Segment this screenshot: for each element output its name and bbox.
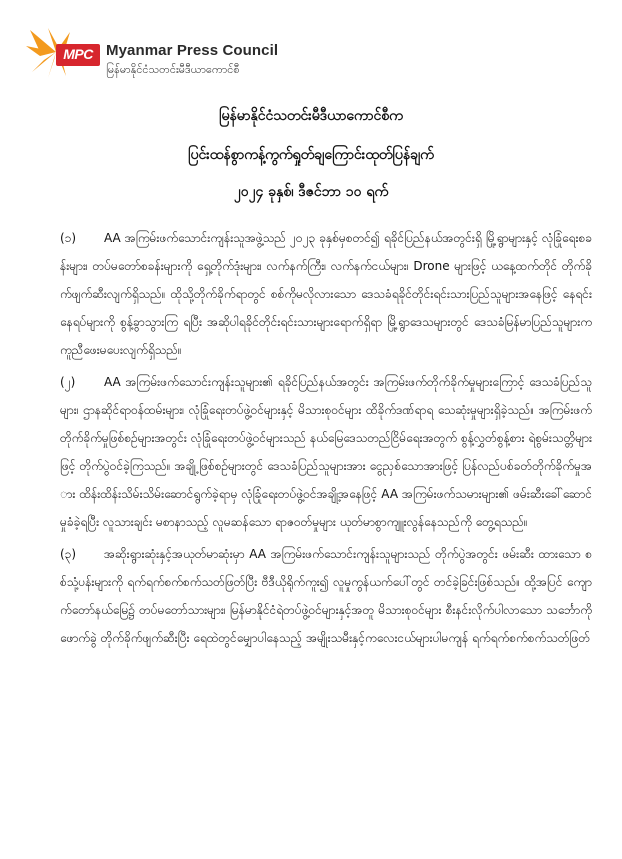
paragraph-3 (60, 540, 592, 652)
logo-subtitle: မြန်မာနိုင်ငံသတင်းမီဒီယာကောင်စီ (106, 63, 240, 76)
heading-date: ၂၀၂၄ ခုနှစ်၊ ဒီဇင်ဘာ ၁၀ ရက် (233, 184, 389, 200)
heading-organization: မြန်မာနိုင်ငံသတင်းမီဒီယာကောင်စီက (219, 108, 403, 124)
paragraph-2 (60, 368, 592, 536)
paragraph-text: AA အကြမ်းဖက်သောင်းကျန်းသူများ၏ ရခိုင်ပြည်နယ်အတွင်း အကြမ်းဖက်တိုက်ခိုက်မှုများကြောင့် ဒေသခံပြည်သူများ၊ ဌာနဆိုင်ရာဝန်ထမ်းများ၊ လုံခြုံရေးတပ်ဖွဲ့ဝင်များနှင့် မိသားစုဝင်များ ထိခိုက်ဒဏ်ရာရ သေဆုံးမှုများရှိခဲ့သည်။ အကြမ်းဖက်တိုက်ခိုက်မှုဖြစ်စဉ်များအတွင်း လုံခြုံရေးတပ်ဖွဲ့ဝင်များသည် နယ်မြေဒေသတည်ငြိမ်ရေးအတွက် စွန့်လွှတ်စွန့်စား ရဲစွမ်းသတ္တိများဖြင့် တိုက်ပွဲဝင်ခဲ့ကြသည်။ အချို့ဖြစ်စဉ်များတွင် ဒေသခံပြည်သူများအား ငွေညှစ်သောအားဖြင့် ပြန်လည်ပစ်ခတ်တိုက်ခိုက်မှုအား ထိန်းထိန်းသိမ်းသိမ်းဆောင်ရွက်ခဲ့ရာမှ လုံခြုံရေးတပ်ဖွဲ့ဝင်အချို့အနေဖြင့် AA အကြမ်းဖက်သမားများ၏ ဖမ်းဆီးခေါ်ဆောင်မှုခံခဲ့ရပြီး လူသားချင်း မစာနာသည့် လူမဆန်သော ရာဇဝတ်မှုများ ယုတ်မာစွာကျူးလွန်နေသည်ကို တွေ့ရသည်။ (60, 375, 592, 529)
paragraph-1 (60, 224, 592, 364)
myanmar-press-council-logo (26, 28, 326, 88)
statement-body (60, 224, 592, 656)
paragraph-number: (၃) (60, 547, 77, 561)
heading-subject: ပြင်းထန်စွာကန့်ကွက်ရှုတ်ချကြောင်းထုတ်ပြန်ချက် (188, 147, 434, 163)
paragraph-number: (၁) (60, 231, 77, 245)
logo-title: Myanmar Press Council (106, 42, 279, 59)
mpc-badge-text: MPC (63, 46, 93, 62)
paragraph-number: (၂) (60, 375, 76, 389)
paragraph-text: AA အကြမ်းဖက်သောင်းကျန်းသူအဖွဲ့သည် ၂၀၂၃ ခုနှစ်မှစတင်၍ ရခိုင်ပြည်နယ်အတွင်းရှိ မြို့ရွာများနှင့် လုံခြုံရေးစခန်းများ၊ တပ်မတော်စခန်းများကို ရှေ့တိုက်ဒုံးများ၊ လက်နက်ကြီး၊ လက်နက်ငယ်များ၊ Drone များဖြင့် ယနေ့ထက်တိုင် တိုက်ခိုက်ဖျက်ဆီးလျက်ရှိသည်။ ထိုသို့တိုက်ခိုက်ရာတွင် စစ်ကိုမလိုလားသော ဒေသခံရခိုင်တိုင်းရင်းသားပြည်သူများအနေဖြင့် နေရင်းနေရပ်များကို စွန့်ခွာသွားကြ ရပြီး အဆိုပါရခိုင်တိုင်းရင်းသားများရောက်ရှိရာ မြို့ရွာဒေသများတွင် ဒေသခံမြန်မာပြည်သူများက ကူညီဖေးမပေးလျက်ရှိသည်။ (60, 231, 592, 357)
paragraph-text: အဆိုးရွားဆုံးနှင့်အယုတ်မာဆုံးမှာ AA အကြမ်းဖက်သောင်းကျန်းသူများသည် တိုက်ပွဲအတွင်း ဖမ်းဆီး ထားသော စစ်သုံ့ပန်းများကို ရက်ရက်စက်စက်သတ်ဖြတ်ပြီး ဗီဒီယိုရိုက်ကူး၍ လူမှုကွန်ယက်ပေါ်တွင် တင်ခဲ့ခြင်းဖြစ်သည်။ ထို့အပြင် ကျောက်တော်နယ်မြေ၌ တပ်မတော်သားများ၊ မြန်မာနိုင်ငံရဲတပ်ဖွဲ့ဝင်များနှင့်အတူ မိသားစုဝင်များ စီးနင်းလိုက်ပါလာသော သင်္ဘောကိုဖောက်ခွဲ တိုက်ခိုက်ဖျက်ဆီးပြီး ရေထဲတွင်မျှောပါနေသည့် အမျိုးသမီးနှင့်ကလေးငယ်များပါမကျန် ရက်ရက်စက်စက်သတ်ဖြတ် (60, 547, 592, 645)
